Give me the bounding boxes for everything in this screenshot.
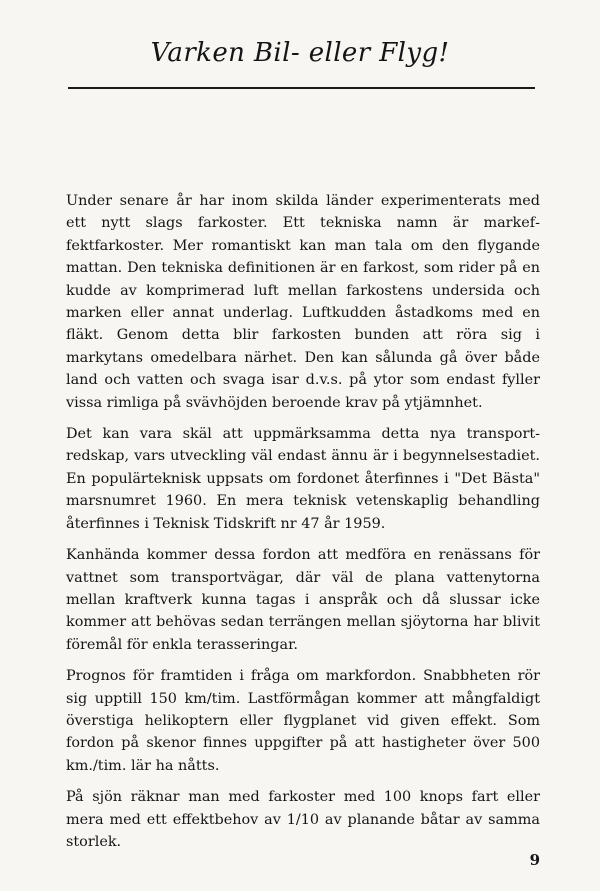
paragraph-4: Prognos för framtiden i fråga om markfordon. Snabbheten rör sig upptill 150 km/tim. Lastförmågan kommer att mångfaldigt överstiga helikoptern eller flygplanet vid given effekt. Som fordon på skenor finnes uppgifter på att hastigheter över 500 km./tim. lär ha nåtts. (66, 668, 540, 774)
page-number: 9 (529, 851, 540, 869)
paragraph-3: Kanhända kommer dessa fordon att medföra en renässans för vattnet som transportvägar, där väl de plana vattenytorna mellan kraftverk kunna tagas i anspråk och då slussar icke kommer att behövas sedan terrängen mellan sjöytorna har blivit föremål för enkla terasseringar. (66, 547, 540, 653)
page-title: Varken Bil- eller Flyg! (150, 38, 450, 68)
article-body (66, 190, 540, 862)
paragraph-1: Under senare år har inom skilda länder experimenterats med ett nytt slags farkoster. Ett tekniska namn är markeffektfarkoster. Mer romantiskt kan man tala om den flygande mattan. Den tekniska definitionen är en farkost, som rider på en kudde av komprimerad luft mellan farkostens undersida och marken eller annat underlag. Luftkudden åstadkoms med en fläkt. Genom detta blir farkosten bunden att röra sig i markytans omedelbara närhet. Den kan sålunda gå över både land och vatten och svaga isar d.v.s. på ytor som endast fyller vissa rimliga på svävhöjden beroende krav på ytjämnhet. (66, 193, 540, 411)
paragraph-2: Det kan vara skäl att uppmärksamma detta nya transportredskap, vars utveckling väl endast ännu är i begynnelsestadiet. En populärteknisk uppsats om fordonet återfinnes i "Det Bästa" marsnumret 1960. En mera teknisk vetenskaplig behandling återfinnes i Teknisk Tidskrift nr 47 år 1959. (66, 426, 540, 532)
title-rule (68, 87, 535, 89)
paragraph-5: På sjön räknar man med farkoster med 100 knops fart eller mera med ett effektbehov av 1/10 av planande båtar av samma storlek. (66, 789, 540, 850)
